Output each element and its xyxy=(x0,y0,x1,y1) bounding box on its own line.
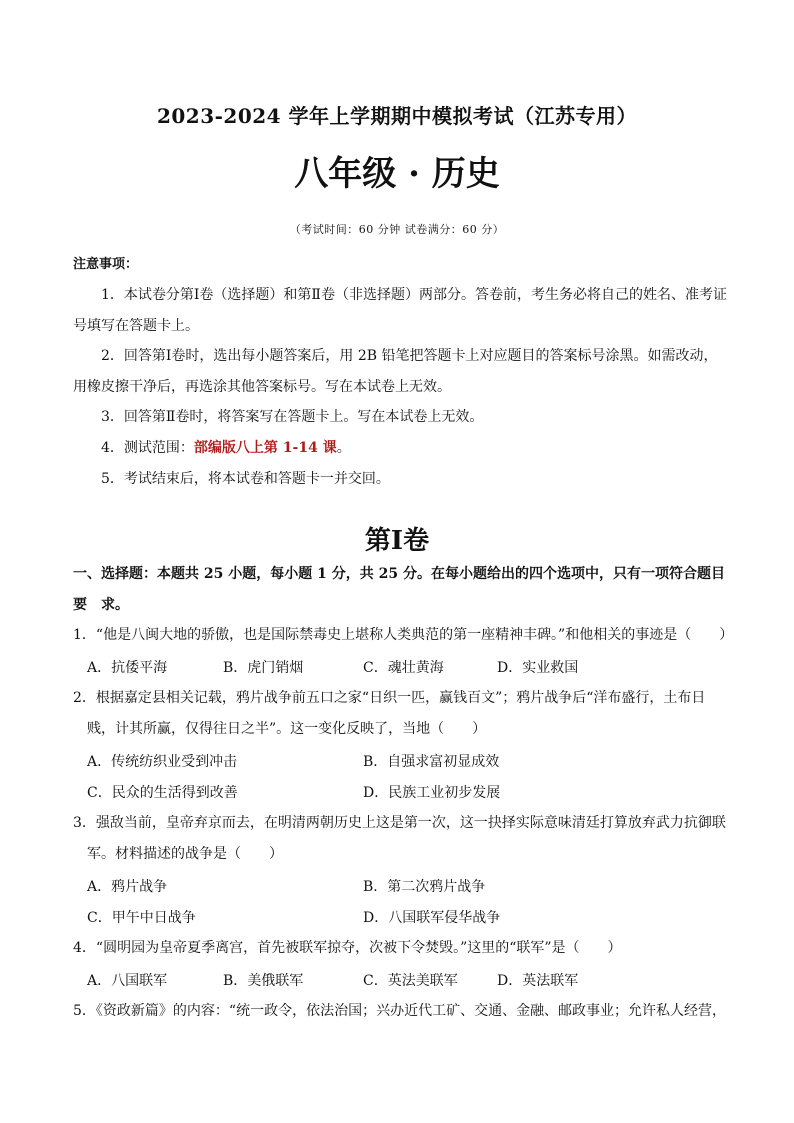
note-item-5: 5．考试结束后，将本试卷和答题卡一并交回。 xyxy=(101,471,390,487)
section-instruction-cont: 求。 xyxy=(101,597,129,613)
question-2-option-c[interactable]: C．民众的生活得到改善 xyxy=(87,785,238,801)
test-scope: 部编版八上第 1-14 课 xyxy=(193,440,337,456)
exam-subject: 八年级 · 历史 xyxy=(294,154,500,194)
question-4-option-d[interactable]: D．英法联军 xyxy=(497,973,579,989)
question-1-option-d[interactable]: D．实业救国 xyxy=(497,660,579,676)
note-item-3: 3．回答第Ⅱ卷时，将答案写在答题卡上。写在本试卷上无效。 xyxy=(101,409,484,425)
question-1-stem: 1．“他是八闽大地的骄傲，也是国际禁毒史上堪称人类典范的第一座精神丰碑。”和他相关的事迹是（ ） xyxy=(73,627,734,643)
note-item-4 xyxy=(73,433,729,464)
section-instruction: 一、选择题：本题共 25 小题，每小题 1 分，共 25 分。在每小题给出的四个选项中，只有一项符合题目要 xyxy=(73,566,725,613)
question-2-option-b[interactable]: B．自强求富初显成效 xyxy=(363,754,500,770)
question-2-stem-cont: 贱，计其所赢，仅得往日之半”。这一变化反映了，当地（ ） xyxy=(87,721,487,737)
question-4-stem: 4．“圆明园为皇帝夏季离宫，首先被联军掠夺，次被下令焚毁。”这里的“联军”是（ ） xyxy=(73,940,622,956)
notes-heading: 注意事项： xyxy=(73,257,139,272)
question-3-stem-cont: 军。材料描述的战争是（ ） xyxy=(87,846,283,862)
question-3-option-c[interactable]: C．甲午中日战争 xyxy=(87,910,196,926)
note-item-4-prefix: 4．测试范围： xyxy=(101,440,194,456)
question-3-option-b[interactable]: B．第二次鸦片战争 xyxy=(363,879,486,895)
note-item-1: 1．本试卷分第Ⅰ卷（选择题）和第Ⅱ卷（非选择题）两部分。答卷前，考生务必将自己的姓名、准考证号填写在答题卡上。 xyxy=(73,287,727,334)
question-2-option-a[interactable]: A．传统纺织业受到冲击 xyxy=(87,754,238,770)
question-4-option-b[interactable]: B．美俄联军 xyxy=(223,973,304,989)
section-title: 第Ⅰ卷 xyxy=(364,526,430,556)
note-item-4-suffix: 。 xyxy=(336,440,351,456)
note-item-2: 2．回答第Ⅰ卷时，选出每小题答案后，用 2B 铅笔把答题卡上对应题目的答案标号涂黑。如需改动，用橡皮擦干净后，再选涂其他答案标号。写在本试卷上无效。 xyxy=(73,348,718,395)
question-4-option-a[interactable]: A．八国联军 xyxy=(87,973,168,989)
question-1-option-a[interactable]: A．抗倭平海 xyxy=(87,660,168,676)
question-3-stem: 3．强敌当前，皇帝弃京而去，在明清两朝历史上这是第一次，这一抉择实际意味清廷打算放弃武力抗御联 xyxy=(73,815,726,831)
question-1-option-b[interactable]: B．虎门销烟 xyxy=(223,660,304,676)
exam-info: （考试时间：60 分钟 试卷满分：60 分） xyxy=(289,223,505,236)
exam-title: 2023-2024 学年上学期期中模拟考试（江苏专用） xyxy=(156,104,638,128)
question-4-option-c[interactable]: C．英法美联军 xyxy=(363,973,458,989)
question-1-option-c[interactable]: C．魂壮黄海 xyxy=(363,660,444,676)
question-2-stem: 2．根据嘉定县相关记载，鸦片战争前五口之家“日织一匹，赢钱百文”；鸦片战争后“洋布盛行，土布日 xyxy=(73,690,706,706)
question-3-option-a[interactable]: A．鸦片战争 xyxy=(87,879,168,895)
question-2-option-d[interactable]: D．民族工业初步发展 xyxy=(363,785,501,801)
question-5-stem: 5．《资政新篇》的内容：“统一政令，依法治国；兴办近代工矿、交通、金融、邮政事业；允许私人经营， xyxy=(73,1003,727,1019)
question-3-option-d[interactable]: D．八国联军侵华战争 xyxy=(363,910,501,926)
